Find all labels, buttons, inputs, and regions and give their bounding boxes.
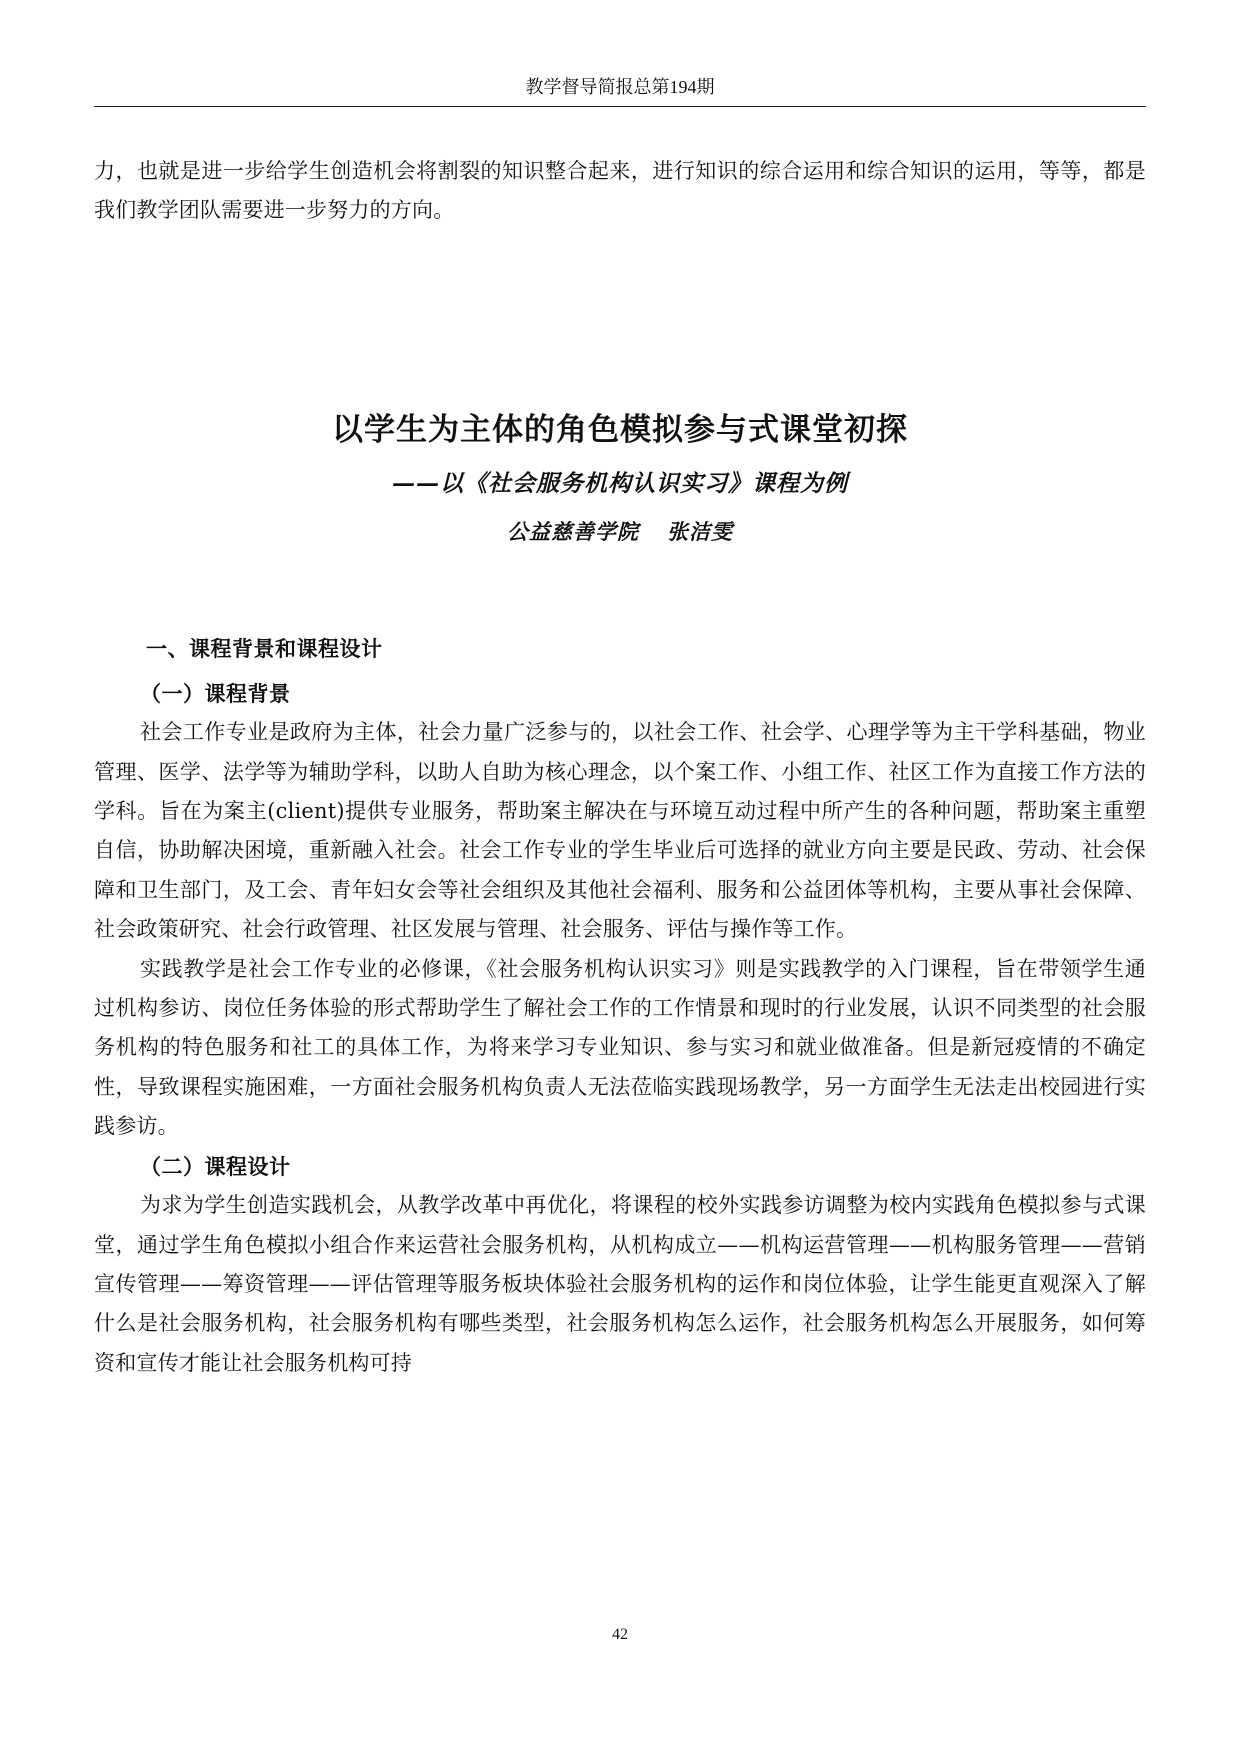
article-title: 以学生为主体的角色模拟参与式课堂初探 [332,411,908,448]
subsection-heading-1: （一）课程背景 [140,680,291,706]
paragraph-background-1: 社会工作专业是政府为主体，社会力量广泛参与的，以社会工作、社会学、心理学等为主干学科基础，物业管理、医学、法学等为辅助学科，以助人自助为核心理念，以个案工作、小组工作、社区工作为直接工作方法的学科。旨在为案主(client)提供专业服务，帮助案主解决在与环境互动过程中所产生的各种问题，帮助案主重塑自信，协助解决困境，重新融入社会。社会工作专业的学生毕业后可选择的就业方向主要是民政、劳动、社会保障和卫生部门，及工会、青年妇女会等社会组织及其他社会福利、服务和公益团体等机构，主要从事社会保障、社会政策研究、社会行政管理、社区发展与管理、社会服务、评估与操作等工作。 [94,720,1146,942]
author-name: 张洁雯 [667,518,733,544]
article-subtitle: ——以《社会服务机构认识实习》课程为例 [392,469,848,497]
running-header: 教学督导简报总第194期 [525,77,715,97]
continuation-paragraph: 力，也就是进一步给学生创造机会将割裂的知识整合起来，进行知识的综合运用和综合知识的运用，等等，都是我们教学团队需要进一步努力的方向。 [94,159,1146,223]
page-number: 42 [612,1626,628,1643]
author-line [94,516,1146,548]
author-affiliation: 公益慈善学院 [507,518,639,544]
header-rule [94,106,1146,107]
paragraph-design-1: 为求为学生创造实践机会，从教学改革中再优化，将课程的校外实践参访调整为校内实践角色模拟参与式课堂，通过学生角色模拟小组合作来运营社会服务机构，从机构成立——机构运营管理——机构服务管理——营销宣传管理——筹资管理——评估管理等服务板块体验社会服务机构的运作和岗位体验，让学生能更直观深入了解什么是社会服务机构，社会服务机构有哪些类型，社会服务机构怎么运作，社会服务机构怎么开展服务，如何筹资和宣传才能让社会服务机构可持 [94,1193,1146,1375]
subsection-heading-2: （二）课程设计 [140,1153,291,1179]
section-heading-1: 一、课程背景和课程设计 [146,636,383,661]
paragraph-background-2: 实践教学是社会工作专业的必修课，《社会服务机构认识实习》则是实践教学的入门课程，旨在带领学生通过机构参访、岗位任务体验的形式帮助学生了解社会工作的工作情景和现时的行业发展，认识不同类型的社会服务机构的特色服务和社工的具体工作，为将来学习专业知识、参与实习和就业做准备。但是新冠疫情的不确定性，导致课程实施困难，一方面社会服务机构负责人无法莅临实践现场教学，另一方面学生无法走出校园进行实践参访。 [94,956,1146,1139]
page-content [94,152,1146,1383]
